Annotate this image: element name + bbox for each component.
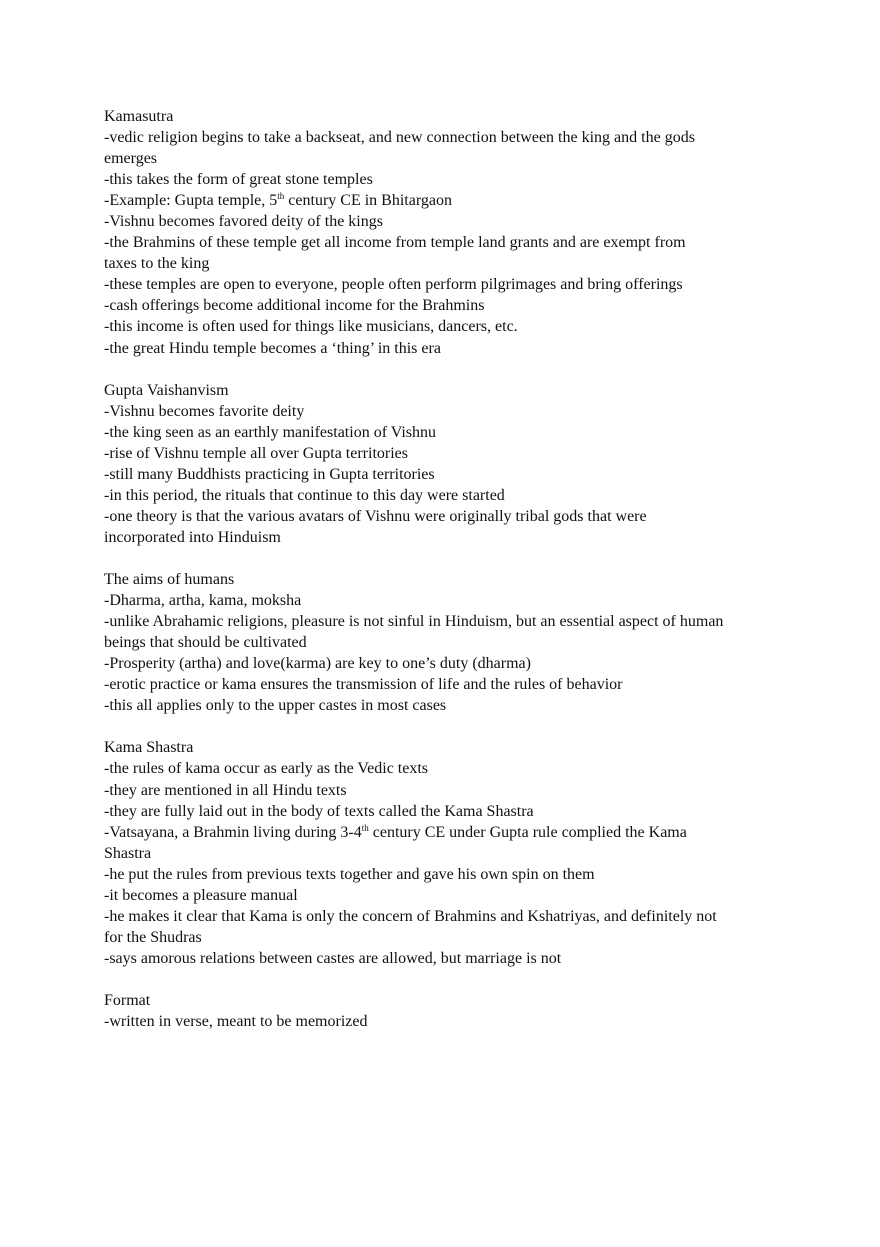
note-line bbox=[104, 527, 804, 548]
note-text: -he makes it clear that Kama is only the concern of Brahmins and Kshatriyas, and definitely not bbox=[104, 907, 717, 925]
note-text: beings that should be cultivated bbox=[104, 634, 307, 652]
note-line bbox=[104, 211, 804, 232]
note-text: -unlike Abrahamic religions, pleasure is not sinful in Hinduism, but an essential aspect of human bbox=[104, 613, 724, 631]
note-line bbox=[104, 822, 804, 843]
section bbox=[104, 359, 804, 548]
document-page bbox=[104, 106, 804, 1032]
note-line bbox=[104, 695, 804, 716]
note-line bbox=[104, 927, 804, 948]
note-text: -written in verse, meant to be memorized bbox=[104, 1013, 368, 1031]
note-text: -in this period, the rituals that continue to this day were started bbox=[104, 486, 505, 504]
note-text: -they are fully laid out in the body of texts called the Kama Shastra bbox=[104, 802, 534, 820]
note-text: -Vishnu becomes favored deity of the kings bbox=[104, 213, 383, 231]
note-text: -the Brahmins of these temple get all income from temple land grants and are exempt from bbox=[104, 234, 686, 252]
blank-line bbox=[104, 716, 804, 737]
note-text-continued: century CE in Bhitargaon bbox=[284, 192, 452, 210]
note-text: -says amorous relations between castes are allowed, but marriage is not bbox=[104, 949, 562, 967]
note-text: taxes to the king bbox=[104, 255, 210, 273]
note-line bbox=[104, 948, 804, 969]
note-line bbox=[104, 885, 804, 906]
superscript: th bbox=[361, 822, 369, 833]
note-text: -the great Hindu temple becomes a ‘thing’ in this era bbox=[104, 339, 441, 357]
note-text: -erotic practice or kama ensures the transmission of life and the rules of behavior bbox=[104, 676, 623, 694]
note-line bbox=[104, 780, 804, 801]
note-line bbox=[104, 232, 804, 253]
blank-line bbox=[104, 548, 804, 569]
note-line bbox=[104, 611, 804, 632]
note-line bbox=[104, 127, 804, 148]
note-line bbox=[104, 401, 804, 422]
note-text: -this income is often used for things like musicians, dancers, etc. bbox=[104, 318, 518, 336]
section-heading: The aims of humans bbox=[104, 571, 235, 589]
note-line bbox=[104, 906, 804, 927]
note-line bbox=[104, 338, 804, 359]
note-text: -it becomes a pleasure manual bbox=[104, 886, 298, 904]
section bbox=[104, 106, 804, 359]
note-line bbox=[104, 632, 804, 653]
note-text: -Vishnu becomes favorite deity bbox=[104, 402, 305, 420]
section-heading: Kama Shastra bbox=[104, 739, 194, 757]
section-heading: Format bbox=[104, 991, 151, 1009]
note-line bbox=[104, 190, 804, 211]
blank-line bbox=[104, 359, 804, 380]
note-text: Shastra bbox=[104, 844, 152, 862]
note-line bbox=[104, 253, 804, 274]
note-text: -one theory is that the various avatars of Vishnu were originally tribal gods that were bbox=[104, 507, 647, 525]
note-text: -the rules of kama occur as early as the Vedic texts bbox=[104, 760, 429, 778]
note-line bbox=[104, 590, 804, 611]
section bbox=[104, 969, 804, 1032]
note-text: -this all applies only to the upper castes in most cases bbox=[104, 697, 447, 715]
note-line bbox=[104, 801, 804, 822]
note-text: -vedic religion begins to take a backseat, and new connection between the king and the gods bbox=[104, 129, 695, 147]
note-line bbox=[104, 864, 804, 885]
note-text: -cash offerings become additional income for the Brahmins bbox=[104, 297, 485, 315]
note-text: -the king seen as an earthly manifestation of Vishnu bbox=[104, 423, 436, 441]
note-line bbox=[104, 485, 804, 506]
blank-line bbox=[104, 969, 804, 990]
note-text: incorporated into Hinduism bbox=[104, 528, 281, 546]
note-line bbox=[104, 506, 804, 527]
note-line bbox=[104, 148, 804, 169]
note-line bbox=[104, 674, 804, 695]
note-text: emerges bbox=[104, 150, 158, 168]
note-line bbox=[104, 443, 804, 464]
note-text: -he put the rules from previous texts together and gave his own spin on them bbox=[104, 865, 595, 883]
note-line bbox=[104, 316, 804, 337]
note-line bbox=[104, 1011, 804, 1032]
section-heading: Gupta Vaishanvism bbox=[104, 381, 229, 399]
note-text: -Dharma, artha, kama, moksha bbox=[104, 592, 302, 610]
note-text: -this takes the form of great stone temples bbox=[104, 171, 373, 189]
note-line bbox=[104, 169, 804, 190]
note-text-continued: century CE under Gupta rule complied the Kama bbox=[368, 823, 687, 841]
note-text: for the Shudras bbox=[104, 928, 202, 946]
note-text: -Vatsayana, a Brahmin living during 3-4 bbox=[104, 823, 362, 841]
section-heading: Kamasutra bbox=[104, 108, 174, 125]
superscript: th bbox=[277, 191, 285, 202]
note-text: -Prosperity (artha) and love(karma) are key to one’s duty (dharma) bbox=[104, 655, 531, 673]
note-text: -they are mentioned in all Hindu texts bbox=[104, 781, 347, 799]
note-line bbox=[104, 274, 804, 295]
note-line bbox=[104, 422, 804, 443]
note-line bbox=[104, 464, 804, 485]
note-line bbox=[104, 758, 804, 779]
note-line bbox=[104, 843, 804, 864]
section bbox=[104, 716, 804, 969]
note-text: -Example: Gupta temple, 5 bbox=[104, 192, 278, 210]
note-line bbox=[104, 653, 804, 674]
section bbox=[104, 548, 804, 716]
note-text: -these temples are open to everyone, people often perform pilgrimages and bring offerings bbox=[104, 276, 683, 294]
note-text: -rise of Vishnu temple all over Gupta territories bbox=[104, 444, 408, 462]
note-text: -still many Buddhists practicing in Gupta territories bbox=[104, 465, 435, 483]
note-line bbox=[104, 295, 804, 316]
